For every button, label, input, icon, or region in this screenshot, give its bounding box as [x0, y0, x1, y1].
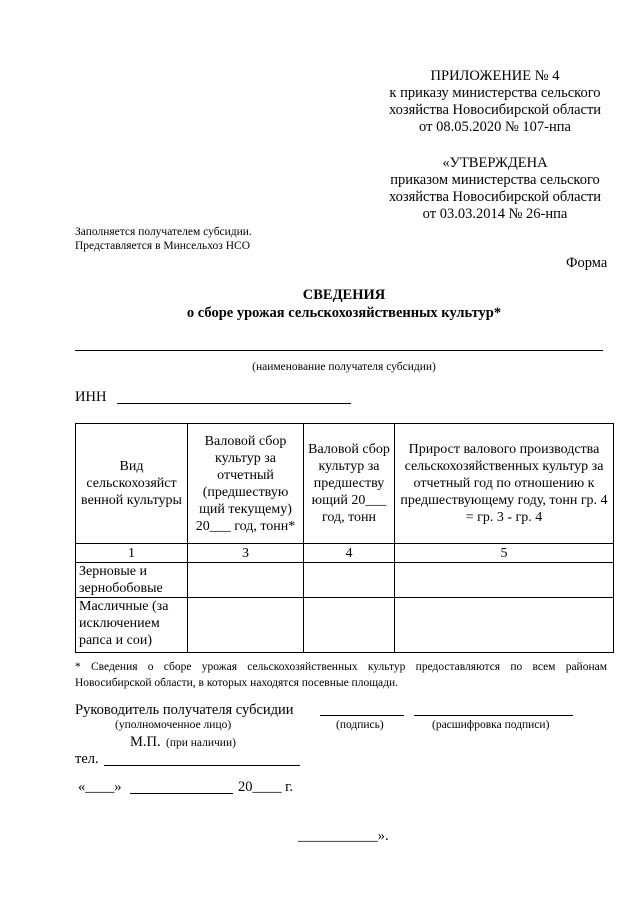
inn-field[interactable] — [117, 403, 351, 404]
footnote: * Сведения о сборе урожая сельскохозяйственных культур предоставляются по всем районам Новосибирской области, в которых находятся посевные площади. — [75, 661, 607, 689]
document-subtitle: о сборе урожая сельскохозяйственных культур* — [186, 305, 502, 321]
column-number: 1 — [76, 544, 188, 563]
tel-label: тел. — [75, 751, 99, 767]
header-gross-reporting: Валовой сбор культур за отчетный (предшествую щий текущему) 20___ год, тонн* — [188, 424, 304, 544]
decode-caption: (расшифровка подписи) — [432, 719, 550, 731]
approved-date-line: от 03.03.2014 № 26-нпа — [422, 206, 568, 222]
closing-line — [298, 828, 389, 845]
column-number: 5 — [395, 544, 614, 563]
signature-decode-field[interactable] — [414, 715, 573, 716]
form-label: Форма — [566, 255, 608, 271]
closing-text: ___________». — [298, 828, 389, 844]
authorized-caption: (уполномоченное лицо) — [115, 719, 232, 731]
appendix-block — [380, 68, 610, 136]
stamp-note: (при наличии) — [166, 737, 236, 749]
document-title: СВЕДЕНИЯ — [302, 287, 386, 303]
cell-input[interactable] — [188, 598, 304, 653]
cell-input[interactable] — [395, 563, 614, 598]
filling-notes — [75, 225, 252, 253]
stamp-label: М.П. — [130, 734, 161, 750]
table-row — [76, 563, 614, 598]
column-number: 3 — [188, 544, 304, 563]
head-label: Руководитель получателя субсидии — [75, 702, 294, 718]
header-gross-previous: Валовой сбор культур за предшеству ющий 20___ год, тонн — [304, 424, 395, 544]
header-growth: Прирост валового производства сельскохозяйственных культур за отчетный год по отношению к предшествующему году, тонн гр. 4 = гр. 3 - гр. 4 — [395, 424, 614, 544]
harvest-table — [75, 423, 614, 653]
cell-input[interactable] — [188, 563, 304, 598]
filling-note-1: Заполняется получателем субсидии. — [75, 226, 252, 238]
appendix-title: ПРИЛОЖЕНИЕ № 4 — [430, 68, 560, 84]
appendix-ministry-line: хозяйства Новосибирской области — [388, 102, 602, 118]
appendix-date-line: от 08.05.2020 № 107-нпа — [419, 119, 571, 135]
appendix-order-line: к приказу министерства сельского — [389, 85, 601, 101]
date-month-field[interactable] — [130, 793, 233, 794]
approved-order-line: приказом министерства сельского — [390, 172, 600, 188]
column-number: 4 — [304, 544, 395, 563]
cell-input[interactable] — [304, 563, 395, 598]
date-year: 20____ г. — [238, 779, 294, 795]
recipient-caption: (наименование получателя субсидии) — [252, 361, 436, 373]
sign-caption: (подпись) — [336, 719, 384, 731]
table-header-row — [76, 424, 614, 544]
table-row — [76, 598, 614, 653]
header-crop-type: Вид сельскохозяйст венной культуры — [76, 424, 188, 544]
inn-label: ИНН — [75, 389, 107, 405]
approved-ministry-line: хозяйства Новосибирской области — [388, 189, 602, 205]
cell-input[interactable] — [395, 598, 614, 653]
cell-input[interactable] — [304, 598, 395, 653]
row-name-oilseeds: Масличные (за исключением рапса и сои) — [76, 598, 188, 653]
approved-title: «УТВЕРЖДЕНА — [442, 155, 548, 171]
recipient-name-field[interactable] — [75, 350, 603, 351]
approved-block — [380, 155, 610, 223]
date-day: «____» — [78, 779, 122, 795]
filling-note-2: Представляется в Минсельхоз НСО — [75, 240, 251, 252]
signature-field[interactable] — [320, 715, 404, 716]
tel-field[interactable] — [104, 765, 300, 766]
row-name-grain: Зерновые и зернобобовые — [76, 563, 188, 598]
table-number-row — [76, 544, 614, 563]
